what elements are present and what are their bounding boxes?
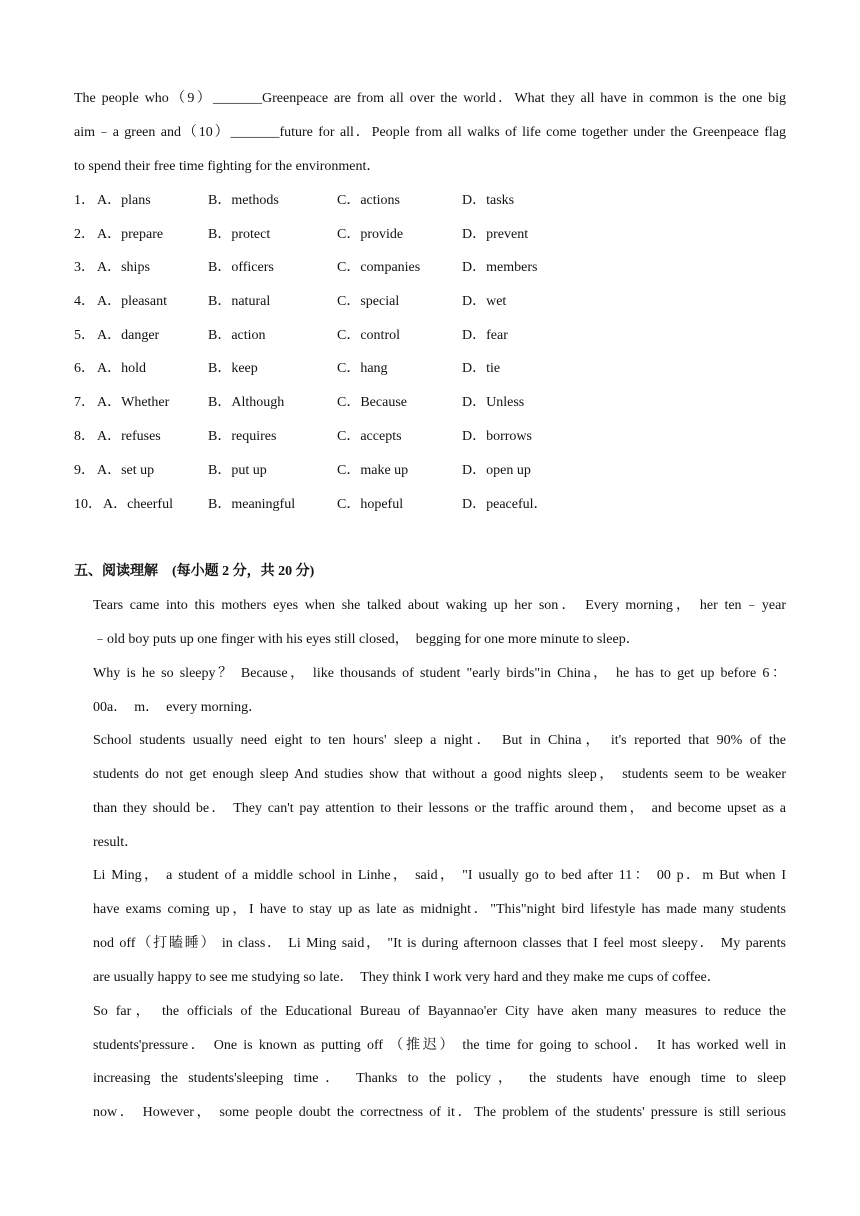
option-b: B．put up [208,463,267,478]
option-d: D．wet [462,294,507,309]
option-a: A．Whether [97,395,170,410]
question-number: 4． [74,294,95,309]
question-row-8 [74,427,786,447]
question-number: 5． [74,328,95,343]
question-number: 8． [74,429,95,444]
option-d: D．peaceful． [462,497,548,512]
option-b: B．protect [208,227,271,242]
question-number: 1． [74,193,95,208]
reading-line-15: increasing the students'sleeping time． Thanks to the policy， the students have enough time to sleep [93,1071,786,1086]
option-c: C．hopeful [337,497,404,512]
reading-line-5: School students usually need eight to ten hours' sleep a night． But in China， it's reported that 90% of the [93,733,786,748]
option-a: A．set up [97,463,155,478]
option-a: A．pleasant [97,294,167,309]
question-row-4 [74,292,786,312]
option-a: A．ships [97,260,150,275]
option-a: A．plans [97,193,151,208]
question-number: 9． [74,463,95,478]
option-a: A．cheerful [103,497,173,512]
question-number: 7． [74,395,95,410]
option-b: B．requires [208,429,277,444]
intro-line-2: aim﹣a green and（10）_______future for all．People from all walks of life come together under the Greenpeace flag [74,125,786,140]
option-a: A．refuses [97,429,161,444]
question-row-1 [74,191,786,211]
reading-line-2: ﹣old boy puts up one finger with his eyes still closed， begging for one more minute to sleep． [93,632,640,647]
reading-line-3: Why is he so sleepy？ Because， like thousands of student "early birds"in China， he has to get up before 6： [93,666,786,681]
reading-line-4: 00a． m． every morning． [93,700,263,715]
option-d: D．members [462,260,538,275]
reading-line-16: now． However， some people doubt the correctness of it．The problem of the students' pressure is still serious [93,1105,786,1120]
option-c: C．provide [337,227,404,242]
option-d: D．tie [462,361,501,376]
option-c: C．companies [337,260,421,275]
option-b: B．meaningful [208,497,296,512]
option-c: C．actions [337,193,400,208]
reading-line-7: than they should be． They can't pay attention to their lessons or the traffic around them， and become upset as a [93,801,786,816]
reading-line-11: nod off（打瞌睡） in class． Li Ming said， "It is during afternoon classes that I feel most sleepy． My parents [93,936,786,951]
option-b: B．methods [208,193,279,208]
question-number: 2． [74,227,95,242]
option-d: D．Unless [462,395,525,410]
reading-line-10: have exams coming up，I have to stay up as late as midnight．"This"night bird lifestyle has made many students [93,902,786,917]
option-a: A．hold [97,361,146,376]
option-b: B．Although [208,395,285,410]
option-d: D．prevent [462,227,529,242]
section-score-note: (每小题 2 分，共 20 分) [172,564,315,579]
option-b: B．officers [208,260,274,275]
question-number: 6． [74,361,95,376]
reading-line-12: are usually happy to see me studying so late． They think I work very hard and they make me cups of coffee． [93,970,721,985]
option-b: B．natural [208,294,271,309]
question-row-5 [74,326,786,346]
question-number: 10． [74,497,102,512]
option-c: C．control [337,328,400,343]
question-row-7 [74,393,786,413]
reading-line-9: Li Ming， a student of a middle school in Linhe， said， "I usually go to bed after 11： 00 p．m But when I [93,868,786,883]
option-d: D．tasks [462,193,515,208]
option-c: C．accepts [337,429,402,444]
option-d: D．fear [462,328,508,343]
reading-line-6: students do not get enough sleep And studies show that without a good nights sleep， students seem to be weaker [93,767,786,782]
reading-line-1: Tears came into this mothers eyes when she talked about waking up her son． Every morning， her ten﹣year [93,598,786,613]
option-c: C．special [337,294,400,309]
reading-line-8: result． [93,835,139,850]
option-c: C．make up [337,463,409,478]
reading-line-13: So far， the officials of the Educational Bureau of Bayannao'er City have aken many measures to reduce the [93,1004,786,1019]
intro-line-1: The people who（9）_______Greenpeace are from all over the world．What they all have in common is the one big [74,91,786,106]
intro-line-3: to spend their free time fighting for the environment． [74,159,381,174]
option-b: B．action [208,328,266,343]
question-row-6 [74,359,786,379]
question-row-2 [74,225,786,245]
option-a: A．prepare [97,227,164,242]
option-d: D．open up [462,463,531,478]
reading-line-14: students'pressure． One is known as putting off （推迟） the time for going to school． It has worked well in [93,1038,786,1053]
question-row-3 [74,258,786,278]
question-row-9 [74,461,786,481]
section-title: 五、阅读理解 [74,564,158,579]
option-d: D．borrows [462,429,532,444]
option-b: B．keep [208,361,258,376]
question-number: 3． [74,260,95,275]
option-c: C．Because [337,395,407,410]
section-heading [74,562,314,582]
question-row-10 [74,495,786,515]
option-a: A．danger [97,328,160,343]
option-c: C．hang [337,361,388,376]
